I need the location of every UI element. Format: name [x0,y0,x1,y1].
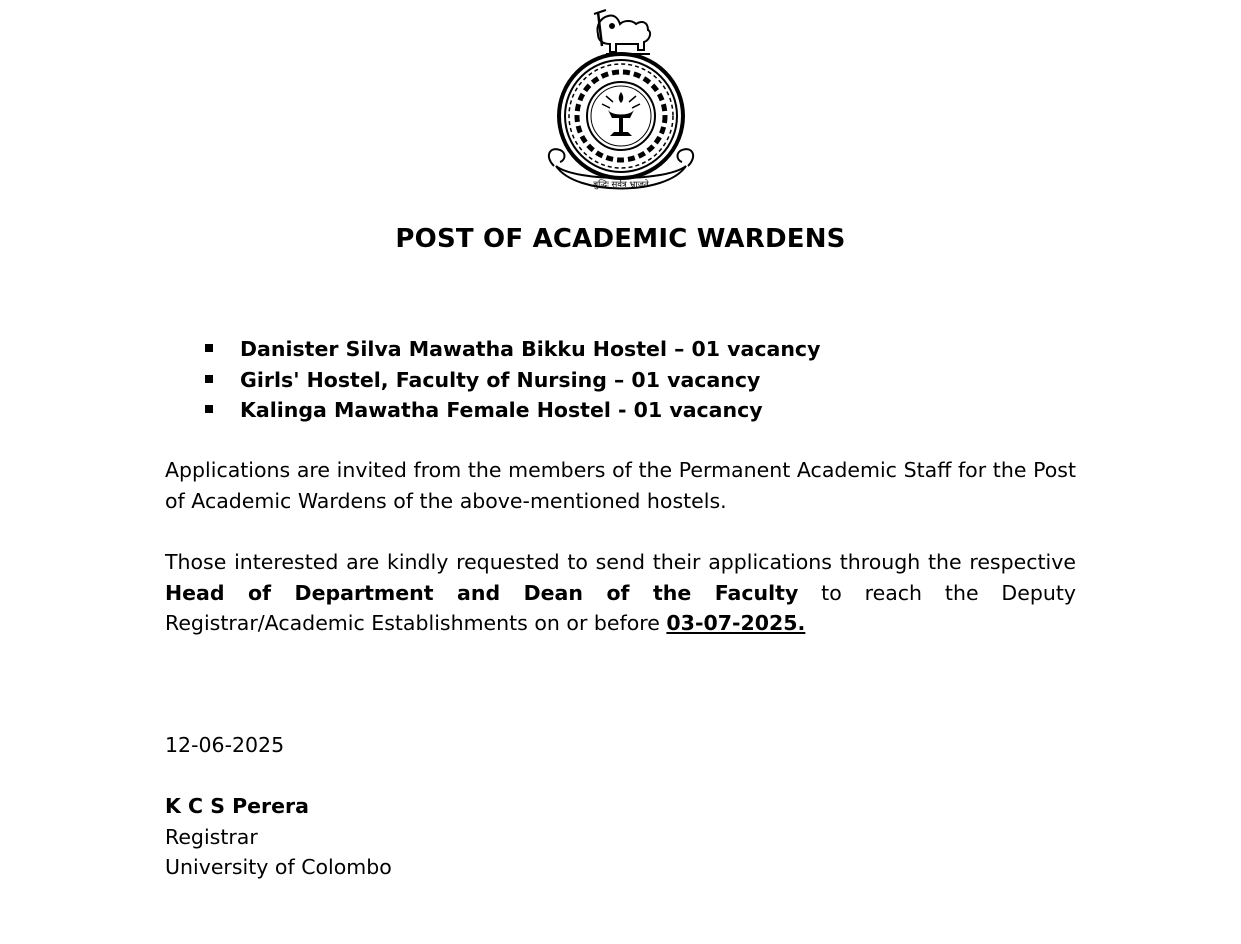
signatory-name: K C S Perera [165,794,309,818]
vacancy-text: Danister Silva Mawatha Bikku Hostel – 01 vacancy [240,337,821,361]
square-bullet-icon [205,375,213,383]
submission-paragraph [165,547,1076,639]
lion-emblem [594,10,650,54]
vacancy-text: Girls' Hostel, Faculty of Nursing – 01 vacancy [240,367,761,392]
crest-motto: बुद्धिः सर्वत्र भ्राजते [593,180,649,190]
submission-emphasis: Head of Department and Dean of the Faculty [165,580,799,605]
signatory-title: Registrar [165,825,258,849]
issue-date: 12-06-2025 [165,733,285,757]
vacancy-item [200,334,820,365]
university-crest-logo [536,6,706,198]
signatory-organization: University of Colombo [165,855,392,879]
square-bullet-icon [205,405,213,413]
square-bullet-icon [205,344,213,352]
vacancy-item [200,365,820,396]
submission-middle: to reach the Deputy Registrar/Academic Establishments on or before [165,580,1076,635]
invitation-paragraph: Applications are invited from the members of the Permanent Academic Staff for the Post of Academic Wardens of the above-mentioned hostels. [165,458,1076,513]
crest-medallion [559,54,683,178]
vacancy-item [200,395,820,426]
deadline-date: 03-07-2025. [666,611,806,635]
vacancy-text: Kalinga Mawatha Female Hostel - 01 vacancy [240,398,763,422]
submission-intro: Those interested are kindly requested to send their applications through the respective [165,550,1076,574]
vacancy-list [200,334,820,426]
notice-title: POST OF ACADEMIC WARDENS [395,224,846,254]
